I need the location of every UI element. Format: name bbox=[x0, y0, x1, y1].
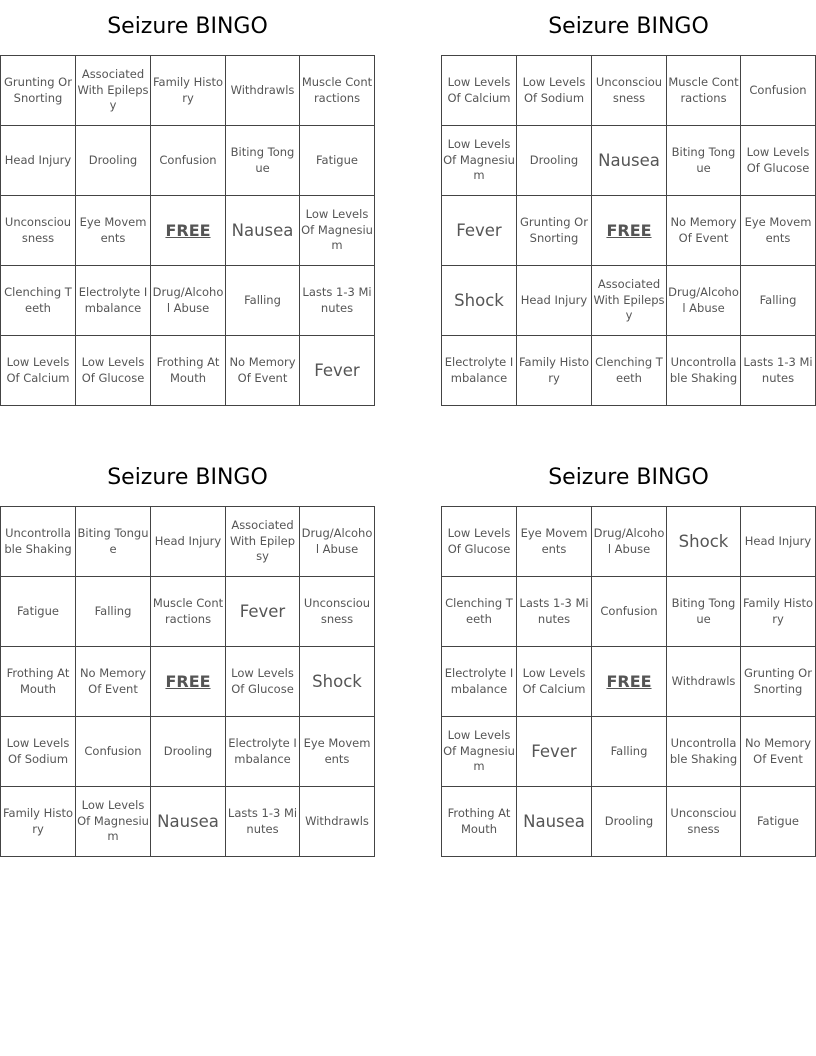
bingo-cell: Eye Movements bbox=[300, 717, 375, 787]
bingo-cell: Confusion bbox=[741, 56, 816, 126]
bingo-cell: Low Levels Of Glucose bbox=[76, 336, 151, 406]
bingo-cell: Biting Tongue bbox=[667, 126, 741, 196]
bingo-grid bbox=[441, 506, 816, 857]
bingo-cell: No Memory Of Event bbox=[76, 647, 151, 717]
bingo-cell: Low Levels Of Magnesium bbox=[76, 787, 151, 857]
bingo-cell: Family History bbox=[151, 56, 226, 126]
bingo-cell: Unconsciousness bbox=[300, 577, 375, 647]
bingo-cell: Falling bbox=[592, 717, 667, 787]
bingo-cell: Grunting Or Snorting bbox=[517, 196, 592, 266]
bingo-cell: Biting Tongue bbox=[667, 577, 741, 647]
bingo-cell: Unconsciousness bbox=[667, 787, 741, 857]
bingo-grid bbox=[0, 55, 375, 406]
bingo-cell: Electrolyte Imbalance bbox=[226, 717, 300, 787]
bingo-cell: Lasts 1-3 Minutes bbox=[517, 577, 592, 647]
bingo-cell: Family History bbox=[1, 787, 76, 857]
bingo-cell: Low Levels Of Glucose bbox=[226, 647, 300, 717]
bingo-cell: Drug/Alcohol Abuse bbox=[300, 507, 375, 577]
bingo-cell: Muscle Contractions bbox=[667, 56, 741, 126]
bingo-cell: Muscle Contractions bbox=[300, 56, 375, 126]
bingo-cell: Grunting Or Snorting bbox=[741, 647, 816, 717]
bingo-cell: Shock bbox=[442, 266, 517, 336]
card-title: Seizure BINGO bbox=[548, 14, 709, 39]
bingo-cell: Muscle Contractions bbox=[151, 577, 226, 647]
bingo-cell: Withdrawls bbox=[300, 787, 375, 857]
bingo-cell: Biting Tongue bbox=[226, 126, 300, 196]
bingo-cell: Electrolyte Imbalance bbox=[442, 647, 517, 717]
bingo-cell: Unconsciousness bbox=[1, 196, 76, 266]
bingo-cell: Lasts 1-3 Minutes bbox=[226, 787, 300, 857]
bingo-cell: Lasts 1-3 Minutes bbox=[300, 266, 375, 336]
bingo-cell: Eye Movements bbox=[517, 507, 592, 577]
bingo-cell: Electrolyte Imbalance bbox=[76, 266, 151, 336]
bingo-cell: Uncontrollable Shaking bbox=[1, 507, 76, 577]
card-title: Seizure BINGO bbox=[107, 14, 268, 39]
bingo-cell: Low Levels Of Glucose bbox=[442, 507, 517, 577]
bingo-cell: Drug/Alcohol Abuse bbox=[151, 266, 226, 336]
bingo-cell: Eye Movements bbox=[76, 196, 151, 266]
bingo-cell: Frothing At Mouth bbox=[151, 336, 226, 406]
bingo-cell: Low Levels Of Calcium bbox=[442, 56, 517, 126]
bingo-cell: Nausea bbox=[592, 126, 667, 196]
card-title: Seizure BINGO bbox=[107, 465, 268, 490]
card-title: Seizure BINGO bbox=[548, 465, 709, 490]
bingo-cell: Grunting Or Snorting bbox=[1, 56, 76, 126]
bingo-cell: Fatigue bbox=[1, 577, 76, 647]
bingo-cell: Low Levels Of Magnesium bbox=[300, 196, 375, 266]
bingo-cell: Low Levels Of Calcium bbox=[1, 336, 76, 406]
bingo-cell: Associated With Epilepsy bbox=[592, 266, 667, 336]
bingo-cell: Head Injury bbox=[1, 126, 76, 196]
bingo-cell: Shock bbox=[300, 647, 375, 717]
bingo-cell: Withdrawls bbox=[226, 56, 300, 126]
bingo-cell: No Memory Of Event bbox=[667, 196, 741, 266]
bingo-grid bbox=[0, 506, 375, 857]
bingo-cell: Falling bbox=[741, 266, 816, 336]
bingo-cell: Fever bbox=[226, 577, 300, 647]
bingo-cell: Lasts 1-3 Minutes bbox=[741, 336, 816, 406]
bingo-cell: Low Levels Of Magnesium bbox=[442, 126, 517, 196]
bingo-cell: Unconsciousness bbox=[592, 56, 667, 126]
bingo-cell: Nausea bbox=[517, 787, 592, 857]
bingo-cell: Eye Movements bbox=[741, 196, 816, 266]
bingo-cell: Low Levels Of Magnesium bbox=[442, 717, 517, 787]
bingo-cell: Nausea bbox=[226, 196, 300, 266]
bingo-cell: Clenching Teeth bbox=[1, 266, 76, 336]
bingo-cell: Shock bbox=[667, 507, 741, 577]
bingo-cell: Falling bbox=[76, 577, 151, 647]
bingo-cell: Confusion bbox=[76, 717, 151, 787]
bingo-grid bbox=[441, 55, 816, 406]
bingo-cell: Head Injury bbox=[517, 266, 592, 336]
free-space: FREE bbox=[592, 647, 667, 717]
free-space: FREE bbox=[151, 196, 226, 266]
bingo-cell: Associated With Epilepsy bbox=[76, 56, 151, 126]
bingo-cell: Clenching Teeth bbox=[442, 577, 517, 647]
bingo-cell: Low Levels Of Glucose bbox=[741, 126, 816, 196]
bingo-cell: Biting Tongue bbox=[76, 507, 151, 577]
bingo-cell: Uncontrollable Shaking bbox=[667, 717, 741, 787]
bingo-cell: Uncontrollable Shaking bbox=[667, 336, 741, 406]
bingo-cell: Frothing At Mouth bbox=[442, 787, 517, 857]
bingo-cell: Low Levels Of Calcium bbox=[517, 647, 592, 717]
bingo-cell: Frothing At Mouth bbox=[1, 647, 76, 717]
bingo-cell: Low Levels Of Sodium bbox=[517, 56, 592, 126]
bingo-cell: Family History bbox=[741, 577, 816, 647]
bingo-cell: Drooling bbox=[517, 126, 592, 196]
free-space: FREE bbox=[592, 196, 667, 266]
bingo-cell: Clenching Teeth bbox=[592, 336, 667, 406]
bingo-cell: Drooling bbox=[592, 787, 667, 857]
bingo-cell: Confusion bbox=[592, 577, 667, 647]
bingo-cell: Confusion bbox=[151, 126, 226, 196]
bingo-cell: Low Levels Of Sodium bbox=[1, 717, 76, 787]
bingo-cell: Drug/Alcohol Abuse bbox=[592, 507, 667, 577]
bingo-cell: Fever bbox=[300, 336, 375, 406]
bingo-cell: Associated With Epilepsy bbox=[226, 507, 300, 577]
bingo-cell: Drooling bbox=[76, 126, 151, 196]
bingo-cell: Nausea bbox=[151, 787, 226, 857]
bingo-cell: Electrolyte Imbalance bbox=[442, 336, 517, 406]
bingo-cell: Drug/Alcohol Abuse bbox=[667, 266, 741, 336]
bingo-cell: Fever bbox=[442, 196, 517, 266]
bingo-cell: No Memory Of Event bbox=[226, 336, 300, 406]
bingo-cell: Head Injury bbox=[741, 507, 816, 577]
bingo-cell: Family History bbox=[517, 336, 592, 406]
bingo-cell: Head Injury bbox=[151, 507, 226, 577]
bingo-cell: No Memory Of Event bbox=[741, 717, 816, 787]
bingo-cell: Falling bbox=[226, 266, 300, 336]
bingo-cell: Fever bbox=[517, 717, 592, 787]
bingo-cell: Drooling bbox=[151, 717, 226, 787]
free-space: FREE bbox=[151, 647, 226, 717]
bingo-cell: Fatigue bbox=[741, 787, 816, 857]
bingo-cell: Withdrawls bbox=[667, 647, 741, 717]
bingo-cell: Fatigue bbox=[300, 126, 375, 196]
